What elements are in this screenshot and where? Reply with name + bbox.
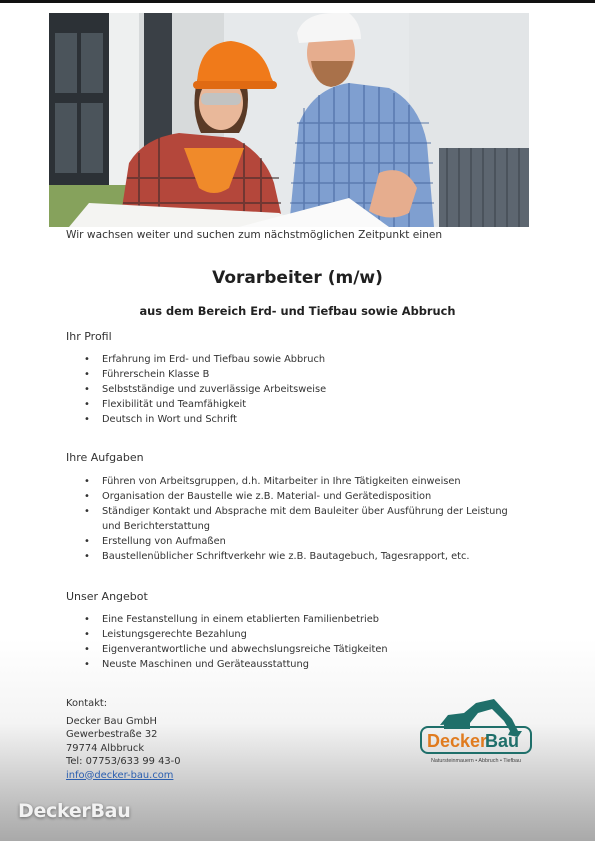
intro-text: Wir wachsen weiter und suchen zum nächstmöglichen Zeitpunkt einen — [66, 229, 443, 241]
construction-workers-image — [49, 13, 529, 227]
watermark-text: DeckerBau — [18, 800, 131, 822]
contact-label: Kontakt: — [66, 698, 108, 709]
logo-word-decker: Decker — [427, 731, 488, 751]
list-item: • Eine Festanstellung in einem etablierten Familienbetrieb — [84, 612, 388, 627]
street-address: Gewerbestraße 32 — [66, 729, 158, 740]
profile-list — [84, 352, 326, 427]
list-item: • Selbstständige und zuverlässige Arbeitsweise — [84, 382, 326, 397]
top-bar — [0, 0, 595, 3]
list-item: • Führen von Arbeitsgruppen, d.h. Mitarbeiter in Ihre Tätigkeiten einweisen — [84, 474, 524, 489]
offer-heading: Unser Angebot — [66, 590, 148, 603]
contact-block — [66, 697, 180, 782]
logo-tagline: Natursteinmauern • Abbruch • Tiefbau — [430, 758, 522, 764]
phone-number: Tel: 07753/633 99 43-0 — [66, 756, 181, 767]
job-subtitle: aus dem Bereich Erd- und Tiefbau sowie Abbruch — [139, 304, 456, 318]
excavator-logo-icon — [418, 697, 534, 767]
list-item: • Baustellenüblicher Schriftverkehr wie z.B. Bautagebuch, Tagesrapport, etc. — [84, 549, 524, 564]
company-name: Decker Bau GmbH — [66, 715, 157, 727]
offer-list — [84, 612, 388, 672]
tasks-list — [84, 474, 524, 564]
profile-heading: Ihr Profil — [66, 330, 112, 343]
list-item: • Erstellung von Aufmaßen — [84, 534, 524, 549]
decker-bau-logo — [418, 697, 534, 767]
list-item: • Leistungsgerechte Bezahlung — [84, 627, 388, 642]
hero-photo — [49, 13, 529, 227]
list-item: • Eigenverantwortliche und abwechslungsreiche Tätigkeiten — [84, 642, 388, 657]
list-item: • Neuste Maschinen und Geräteausstattung — [84, 657, 388, 672]
job-title: Vorarbeiter (m/w) — [212, 268, 383, 288]
list-item: • Organisation der Baustelle wie z.B. Material- und Gerätedisposition — [84, 489, 524, 504]
logo-word-bau: Bau — [485, 731, 520, 751]
tasks-heading: Ihre Aufgaben — [66, 451, 144, 464]
email-link[interactable]: info@decker-bau.com — [66, 769, 174, 781]
list-item: • Führerschein Klasse B — [84, 367, 326, 382]
city-address: 79774 Albbruck — [66, 742, 145, 754]
list-item: • Deutsch in Wort und Schrift — [84, 412, 326, 427]
list-item: • Flexibilität und Teamfähigkeit — [84, 397, 326, 412]
list-item: • Erfahrung im Erd- und Tiefbau sowie Abbruch — [84, 352, 326, 367]
list-item: • Ständiger Kontakt und Absprache mit dem Bauleiter über Ausführung der Leistung und Berichterstattung — [84, 504, 524, 534]
